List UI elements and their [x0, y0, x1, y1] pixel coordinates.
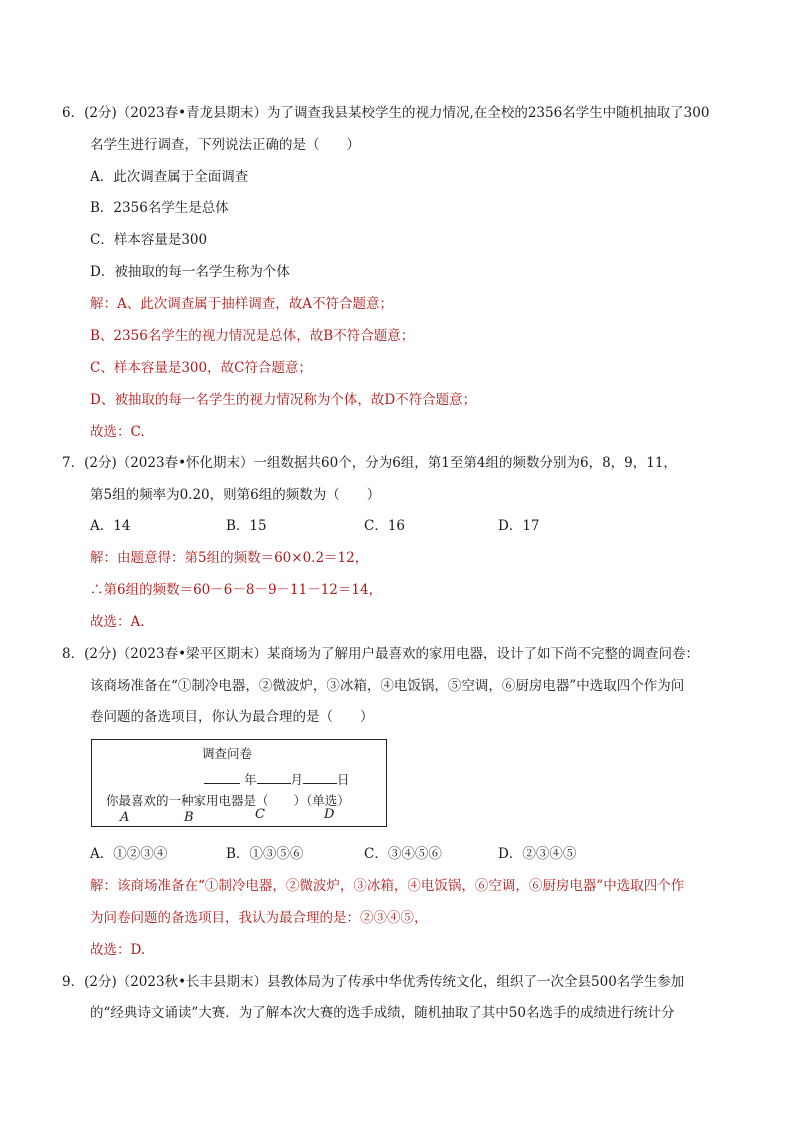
survey-question: 你最喜欢的一种家用电器是（ ）（单选） — [106, 793, 350, 808]
q8-stem-line2: 该商场准备在“①制冷电器，②微波炉，③冰箱，④电饭锅，⑤空调，⑥厨房电器”中选取四个作为问 — [90, 678, 685, 694]
q8-option-b: B．①③⑤⑥ — [226, 846, 304, 862]
q6-option-d: D．被抽取的每一名学生称为个体 — [90, 264, 290, 280]
q9-stem-line2: 的“经典诗文诵读”大赛．为了解本次大赛的选手成绩，随机抽取了其中50名选手的成绩进行统计分 — [90, 1005, 675, 1021]
q6-solution-line4: D、被抽取的每一名学生的视力情况称为个体，故D不符合题意； — [90, 392, 477, 408]
q6-option-b: B．2356名学生是总体 — [90, 200, 229, 216]
q7-option-a: A．14 — [90, 518, 131, 534]
q7-option-b: B．15 — [226, 518, 267, 534]
q8-solution-line1: 解：该商场准备在“①制冷电器，②微波炉，③冰箱，④电饭锅，⑥空调，⑥厨房电器”中选取四个作 — [90, 878, 685, 894]
q8-stem-line1: 8．(2分)（2023春•梁平区期末）某商场为了解用户最喜欢的家用电器，设计了如下尚不完整的调查问卷： — [62, 646, 700, 662]
q7-stem-line2: 第5组的频率为0.20，则第6组的频数为（ ） — [90, 487, 381, 503]
q7-option-c: C．16 — [364, 518, 406, 534]
survey-letter-c: C — [255, 807, 265, 822]
q8-solution-line2: 为问卷问题的备选项目，我认为最合理的是：②③④⑤， — [90, 910, 428, 926]
q8-option-a: A．①②③④ — [90, 846, 168, 862]
q7-stem-line1: 7．(2分)（2023春•怀化期末）一组数据共60个，分为6组，第1至第4组的频数分别为6，8，9，11， — [62, 455, 677, 471]
survey-day-blank — [303, 770, 337, 784]
survey-day-label: 日 — [337, 772, 350, 787]
survey-date-line — [204, 770, 350, 788]
q8-answer: 故选：D. — [90, 942, 146, 958]
q6-solution-line3: C、样本容量是300，故C符合题意； — [90, 360, 312, 376]
survey-month-blank — [257, 770, 291, 784]
survey-letter-d: D — [324, 807, 335, 822]
q8-stem-line3: 卷问题的备选项目，你认为最合理的是（ ） — [90, 709, 374, 725]
q8-option-c: C．③④⑤⑥ — [364, 846, 442, 862]
q9-stem-line1: 9．(2分)（2023秋•长丰县期末）县教体局为了传承中华优秀传统文化，组织了一次全县500名学生参加 — [62, 974, 685, 990]
q6-solution-line1: 解：A、此次调查属于抽样调查，故A不符合题意； — [90, 296, 393, 312]
q6-stem-line2: 名学生进行调查，下列说法正确的是（ ） — [90, 137, 360, 153]
survey-title: 调查问卷 — [202, 746, 253, 761]
survey-year-label: 年 — [243, 772, 257, 787]
survey-questionnaire-box — [91, 739, 387, 827]
survey-year-blank — [204, 770, 240, 784]
q7-solution-line2: ∴第6组的频数＝60－6－8－9－11－12＝14， — [90, 582, 383, 598]
survey-month-label: 月 — [290, 772, 304, 787]
q7-solution-line1: 解：由题意得：第5组的频数＝60×0.2＝12， — [90, 550, 369, 566]
q7-answer: 故选：A. — [90, 614, 145, 630]
q6-option-a: A．此次调查属于全面调查 — [90, 169, 249, 185]
q6-answer: 故选：C. — [90, 424, 145, 440]
q7-option-d: D．17 — [498, 518, 540, 534]
q8-option-d: D．②③④⑤ — [498, 846, 577, 862]
q6-stem-line1: 6．(2分)（2023春•青龙县期末）为了调查我县某校学生的视力情况,在全校的2356名学生中随机抽取了300 — [62, 105, 710, 121]
q6-option-c: C．样本容量是300 — [90, 232, 208, 248]
survey-letter-b: B — [184, 810, 194, 825]
q6-solution-line2: B、2356名学生的视力情况是总体，故B不符合题意； — [90, 328, 415, 344]
survey-letter-a: A — [120, 810, 130, 825]
